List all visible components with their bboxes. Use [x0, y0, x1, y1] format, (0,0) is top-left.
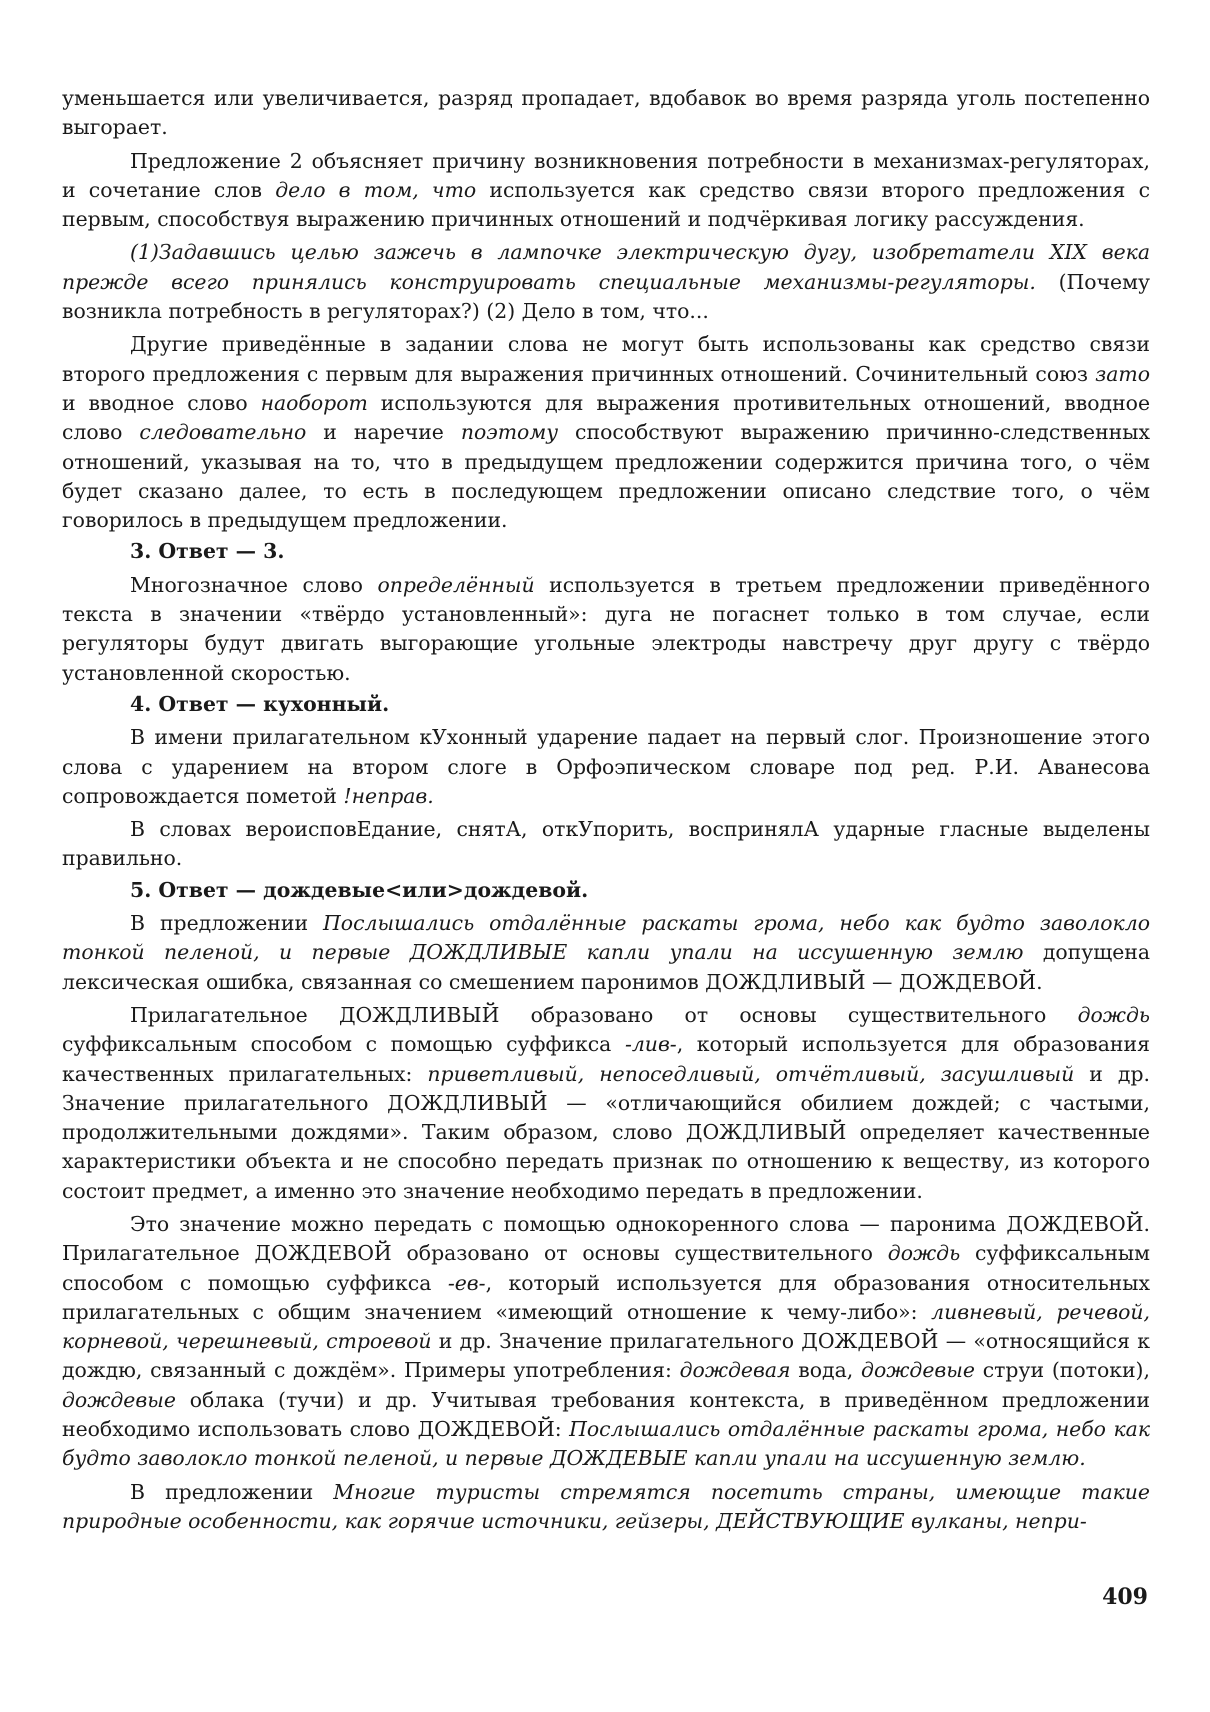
italic-text: приветливый, непоседливый, отчётливый, засушливый	[427, 1061, 1075, 1086]
italic-text: зато	[1095, 361, 1150, 386]
paragraph-4	[62, 330, 1150, 535]
text: способствуют выражению причинно-следственных отношений, указывая на то, что в предыдущем предложении содержится причина того, о чём будет сказано далее, то есть в последующем предложении описано следствие того, о чём говорилось в предыдущем предложении.	[62, 420, 1150, 533]
paragraph-11	[62, 1478, 1150, 1537]
text: и вводное слово	[62, 390, 261, 415]
text: уменьшается или увеличивается, разряд пропадает, вдобавок во время разряда уголь постепенно выгорает.	[62, 86, 1150, 140]
italic-text: дождь	[887, 1241, 961, 1266]
text: суффиксальным способом с помощью суффикса	[62, 1241, 1151, 1295]
text: облака (тучи) и др. Учитывая требования контекста, в приведённом предложении необходимо использовать слово ДОЖДЕВОЙ:	[62, 1387, 1150, 1442]
italic-text: поэтому	[460, 420, 559, 445]
paragraph-5	[62, 571, 1150, 688]
paragraph-10	[62, 1210, 1150, 1474]
text: (Почему возникла потребность в регуляторах?) (2) Дело в том, что...	[62, 269, 1150, 324]
text: используются для выражения противительных отношений, вводное слово	[62, 390, 1151, 445]
paragraph-8	[62, 909, 1150, 997]
paragraph-1	[62, 84, 1150, 143]
page-number: 409	[1102, 1584, 1148, 1610]
text: В предложении	[130, 911, 324, 936]
page-body	[62, 84, 1150, 1536]
italic-text: ливневый, речевой, корневой, черешневый, строевой	[62, 1299, 1150, 1354]
italic-text: дождь	[1077, 1002, 1150, 1027]
italic-text: следовательно	[139, 420, 307, 445]
italic-text: дождевая	[679, 1358, 791, 1383]
text: используется в третьем предложении приведённого текста в значении «твёрдо установленный»: дуга не погаснет только в том случае, если регуляторы будут двигать выгорающие угольные электроды навстречу друг другу с твёрдо установленной скоростью.	[62, 572, 1150, 685]
text: Прилагательное ДОЖДЛИВЫЙ образовано от основы существительного	[130, 1002, 1078, 1027]
text: Многозначное слово	[130, 572, 378, 597]
answer-heading-4: 4. Ответ — кухонный.	[130, 691, 390, 716]
text: Предложение 2 объясняет причину возникновения потребности в механизмах-регуляторах, и сочетание слов	[62, 148, 1150, 202]
text: Это значение можно передать с помощью однокоренного слова — паронима ДОЖДЕВОЙ. Прилагательное ДОЖДЕВОЙ образовано от основы существительного	[62, 1211, 1150, 1266]
answer-heading-5: 5. Ответ — дождевые<или>дождевой.	[130, 877, 589, 902]
text: и др. Значение прилагательного ДОЖДЛИВЫЙ — «отличающийся обилием дождей; с частыми, продолжительными дождями». Таким образом, слово ДОЖДЛИВЫЙ определяет качественные характеристики объекта и не способно передать признак по отношению к веществу, из которого состоит предмет, а именно это значение необходимо передать в предложении.	[62, 1061, 1150, 1203]
italic-text: -лив-	[624, 1032, 677, 1057]
italic-text: определённый	[377, 572, 535, 597]
italic-text: дождевые	[62, 1387, 176, 1412]
paragraph-9	[62, 1001, 1150, 1206]
italic-text: !неправ.	[343, 783, 434, 808]
paragraph-7	[62, 815, 1150, 874]
italic-text: Послышались отдалённые раскаты грома, небо как будто заволокло тонкой пеленой, и первые ДОЖДЕВЫЕ капли упали на иссушенную землю.	[62, 1417, 1150, 1471]
italic-text: дело в том, что	[275, 177, 477, 202]
text: струи (потоки),	[974, 1358, 1150, 1383]
italic-text: Многие туристы стремятся посетить страны, имеющие такие природные особенности, как горячие источники, гейзеры, ДЕЙСТВУЮЩИЕ вулканы, непри-	[62, 1479, 1150, 1533]
text: вода,	[790, 1358, 862, 1383]
italic-text: наоборот	[260, 390, 368, 415]
text: В словах вероисповЕдание, снятА, откУпорить, воспринялА ударные гласные выделены правильно.	[62, 817, 1150, 871]
text: используется как средство связи второго предложения с первым, способствуя выражению причинных отношений и подчёркивая логику рассуждения.	[62, 177, 1150, 232]
italic-text: (1)Задавшись целью зажечь в лампочке электрическую дугу, изобретатели XIX века прежде всего принялись конструировать специальные механизмы-регуляторы.	[62, 240, 1150, 294]
text: В предложении	[130, 1479, 334, 1504]
text: , который используется для образования качественных прилагательных:	[62, 1032, 1150, 1086]
text: допущена лексическая ошибка, связанная со смешением паронимов ДОЖДЛИВЫЙ — ДОЖДЕВОЙ.	[62, 940, 1151, 994]
text: Другие приведённые в задании слова не могут быть использованы как средство связи второго предложения с первым для выражения причинных отношений. Сочинительный союз	[62, 332, 1150, 386]
text: и др. Значение прилагательного ДОЖДЕВОЙ — «относящийся к дождю, связанный с дождём». Примеры употребления:	[62, 1329, 1150, 1383]
text: , который используется для образования относительных прилагательных с общим значением «имеющий отношение к чему-либо»:	[62, 1270, 1150, 1324]
italic-text: -ев-	[447, 1270, 486, 1295]
italic-text: дождевые	[861, 1358, 975, 1383]
paragraph-6	[62, 723, 1150, 811]
answer-heading-3: 3. Ответ — 3.	[130, 539, 285, 564]
text: В имени прилагательном кУхонный ударение падает на первый слог. Произношение этого слова с ударением на втором слоге в Орфоэпическом словаре под ред. Р.И. Аванесова сопровождается пометой	[62, 725, 1150, 808]
paragraph-3-example	[62, 238, 1150, 326]
italic-text: Послышались отдалённые раскаты грома, небо как будто заволокло тонкой пеленой, и первые ДОЖДЛИВЫЕ капли упали на иссушенную землю	[62, 911, 1150, 965]
text: и наречие	[306, 420, 461, 445]
text: суффиксальным способом с помощью суффикса	[62, 1032, 625, 1057]
paragraph-2	[62, 147, 1150, 235]
